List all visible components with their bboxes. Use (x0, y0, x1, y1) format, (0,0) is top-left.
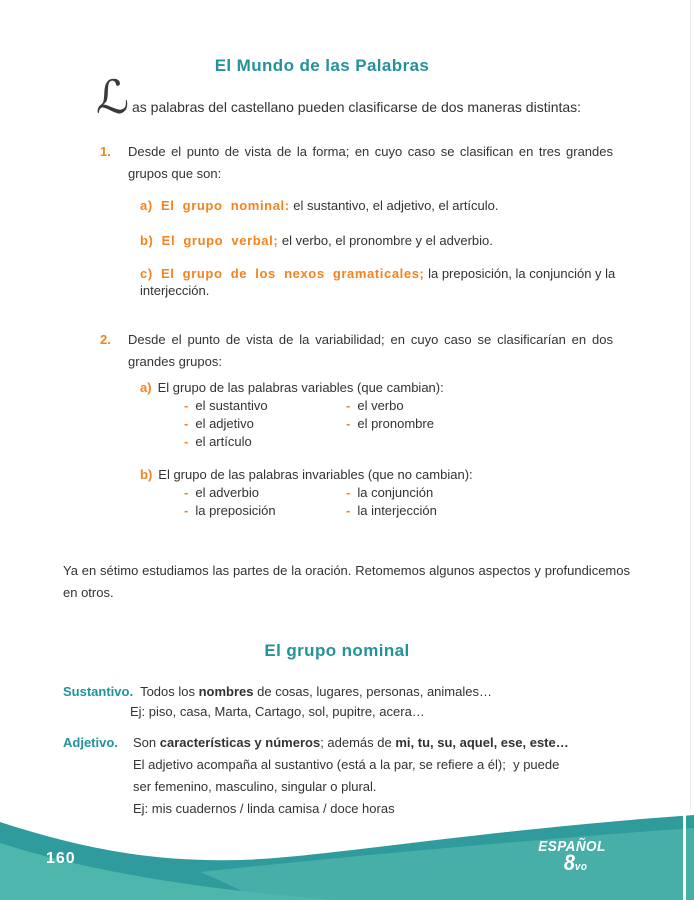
dash-bullet: - (346, 485, 351, 500)
list-item-label: la preposición (195, 503, 276, 518)
adjetivo-text: Son características y números; además de mi, tu, su, aquel, ese, este… El adjetivo acompaña al sustantivo (está a la par, se refiere a él); y puede ser femenino, masculino, singular o plural. (133, 735, 576, 794)
list-item (346, 503, 437, 521)
subitem-c-nexos-gramaticales (140, 265, 626, 299)
list-item-label: el verbo (357, 398, 404, 413)
list-item (346, 485, 437, 503)
subitem-a-text: el sustantivo, el adjetivo, el artículo. (289, 198, 499, 213)
section-heading-grupo-nominal: El grupo nominal (264, 641, 410, 660)
group-b-letter: b) (140, 467, 153, 482)
subitem-b-grupo-verbal (140, 232, 493, 249)
subitem-b-text: el verbo, el pronombre y el adverbio. (278, 233, 493, 248)
group-a-text: El grupo de las palabras variables (que cambian): (157, 380, 444, 395)
logo-title: ESPAÑOL (538, 838, 606, 855)
list-item (346, 398, 434, 416)
subitem-a-grupo-nominal (140, 197, 499, 214)
dash-bullet: - (346, 416, 351, 431)
subitem-a-label: a) El grupo nominal: (140, 198, 290, 213)
list-item (184, 485, 346, 503)
list-item-label: la conjunción (357, 485, 434, 500)
item-1-number: 1. (100, 144, 111, 159)
variables-word-list (184, 398, 434, 452)
logo-grade-suffix: vo (574, 861, 588, 873)
dash-bullet: - (184, 398, 189, 413)
subitem-c-label: c) El grupo de los nexos gramaticales; (140, 266, 425, 281)
dash-bullet: - (346, 398, 351, 413)
list-item-label: el sustantivo (195, 398, 268, 413)
item-2-text: Desde el punto de vista de la variabilidad; en cuyo caso se clasificarían en dos grandes grupos: (128, 332, 613, 369)
logo-grade (523, 850, 627, 876)
page-number: 160 (46, 850, 76, 867)
list-item (184, 503, 346, 521)
footer-wave-band (0, 810, 694, 900)
footer-white-divider-line (683, 814, 686, 900)
sustantivo-example: Ej: piso, casa, Marta, Cartago, sol, pupitre, acera… (130, 704, 425, 719)
definition-sustantivo (63, 683, 603, 720)
list-item-label: el adverbio (195, 485, 259, 500)
group-a-letter: a) (140, 380, 152, 395)
dash-bullet: - (184, 416, 189, 431)
item-1-text: Desde el punto de vista de la forma; en cuyo caso se clasifican en tres grandes grupos que son: (128, 144, 613, 181)
sustantivo-label: Sustantivo. (63, 684, 134, 699)
group-a-heading (140, 380, 444, 395)
transition-paragraph: Ya en sétimo estudiamos las partes de la oración. Retomemos algunos aspectos y profundicemos en otros. (63, 563, 630, 600)
adjetivo-label: Adjetivo. (63, 735, 118, 750)
item-2-number: 2. (100, 332, 111, 347)
list-item-label: el adjetivo (195, 416, 254, 431)
page-edge-line (690, 0, 691, 812)
group-b-heading (140, 467, 473, 482)
sustantivo-text: Todos los nombres de cosas, lugares, personas, animales… (133, 684, 492, 699)
list-item-label: la interjección (357, 503, 437, 518)
list-item (184, 398, 346, 416)
list-item-label: el pronombre (357, 416, 434, 431)
list-item (184, 416, 346, 434)
logo-grade-number: 8 (563, 850, 575, 875)
group-b-text: El grupo de las palabras invariables (que no cambian): (158, 467, 473, 482)
list-item (184, 434, 346, 452)
list-item (346, 416, 434, 434)
numbered-item-2 (100, 329, 613, 373)
definition-adjetivo (63, 732, 578, 820)
espanol-8vo-logo (516, 839, 628, 876)
dash-bullet: - (184, 434, 189, 449)
subitem-c-text: la preposición, la conjunción y la interjección. (140, 266, 616, 298)
dash-bullet: - (346, 503, 351, 518)
dropcap-letter-L: ℒ (96, 70, 130, 124)
invariables-word-list (184, 485, 437, 521)
dash-bullet: - (184, 485, 189, 500)
page-title: El Mundo de las Palabras (214, 56, 430, 75)
dash-bullet: - (184, 503, 189, 518)
subitem-b-label: b) El grupo verbal; (140, 233, 279, 248)
adjetivo-example: Ej: mis cuadernos / linda camisa / doce horas (133, 801, 395, 816)
numbered-item-1 (100, 141, 613, 185)
intro-sentence: as palabras del castellano pueden clasificarse de dos maneras distintas: (132, 99, 582, 115)
list-item-label: el artículo (195, 434, 252, 449)
